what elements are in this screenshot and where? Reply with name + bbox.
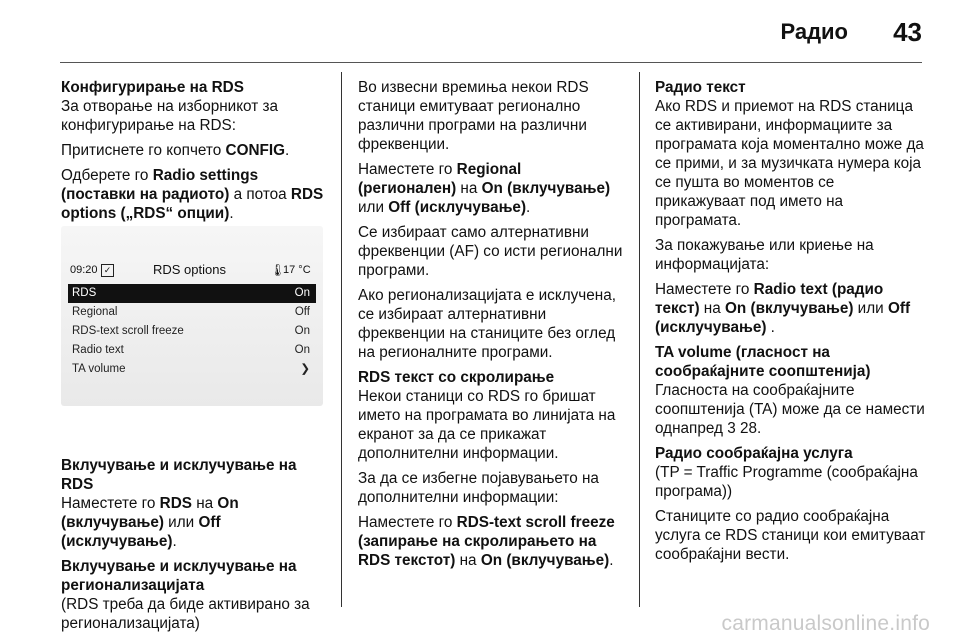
paragraph bbox=[61, 141, 326, 160]
menu-term: On (вклучување) bbox=[61, 495, 239, 531]
paragraph: Се избираат само алтернативни фреквенции (AF) со исти регионални програми. bbox=[358, 224, 623, 279]
paragraph bbox=[61, 166, 326, 223]
option-label: RDS-text scroll freeze bbox=[72, 325, 184, 337]
screen-status-bar bbox=[61, 262, 323, 280]
paragraph bbox=[655, 280, 927, 337]
menu-term: Off (исклучување) bbox=[388, 199, 527, 216]
heading-rds-onoff: Вклучување и исклучување на RDS bbox=[61, 457, 297, 493]
option-radio-text bbox=[68, 341, 316, 360]
temperature-text: 17 °C bbox=[283, 264, 311, 276]
text: . bbox=[229, 205, 234, 222]
option-value: Off bbox=[294, 306, 310, 318]
text: на bbox=[699, 300, 726, 317]
chevron-right-icon: ❯ bbox=[300, 363, 310, 375]
option-label: Regional bbox=[72, 306, 118, 318]
cross-reference-icon: 3 bbox=[727, 420, 736, 437]
paragraph bbox=[358, 160, 623, 217]
paragraph: Станиците со радио сообраќајна услуга се RDS станици кои емитуваат сообраќајни вести. bbox=[655, 508, 926, 563]
menu-term: Radio text (радио текст) bbox=[655, 281, 884, 317]
page-reference[interactable]: 28. bbox=[735, 420, 762, 437]
screen-title: RDS options bbox=[153, 262, 226, 277]
page-number: 43 bbox=[893, 17, 922, 47]
watermark: carmanualsonline.info bbox=[721, 612, 930, 635]
options-list bbox=[68, 284, 316, 379]
config-key-label: CONFIG bbox=[225, 142, 286, 159]
option-label: TA volume bbox=[72, 363, 126, 375]
heading-ta-volume: TA volume (гласност на сообраќајните соопштенија) bbox=[655, 344, 871, 380]
paragraph: Ако регионализацијата е исклучена, се избираат алтернативни фреквенции на станиците без оглед на регионалните програми. bbox=[358, 287, 616, 361]
text: или bbox=[163, 514, 199, 531]
option-value: On bbox=[294, 344, 310, 356]
text: . bbox=[172, 533, 177, 550]
paragraph bbox=[358, 513, 623, 570]
menu-term: RDS options („RDS“ опции) bbox=[61, 186, 324, 222]
option-ta-volume bbox=[68, 360, 316, 379]
text: на bbox=[191, 495, 218, 512]
text: Наместете го bbox=[61, 495, 160, 512]
page-header bbox=[0, 0, 960, 62]
menu-term: RDS-text scroll freeze (запирање на скролирањето на RDS текстот) bbox=[358, 514, 615, 569]
menu-term: Regional (регионален) bbox=[358, 161, 522, 197]
menu-term: Radio settings (поставки на радиото) bbox=[61, 167, 259, 203]
text: . bbox=[609, 552, 614, 569]
paragraph bbox=[655, 381, 927, 438]
column-divider-1 bbox=[341, 72, 342, 607]
text: на bbox=[456, 180, 482, 197]
text: . bbox=[285, 142, 290, 159]
menu-term: On (вклучување) bbox=[480, 552, 610, 569]
paragraph: (RDS треба да биде активирано за регионализацијата) bbox=[61, 596, 310, 632]
menu-term: Off (исклучување) bbox=[655, 300, 911, 336]
paragraph: Ако RDS и приемот на RDS станица се активирани, информациите за програмата која моментално може да се прими, и за музичката нумера која се пушта во моментов се прикажуваат под името на програмата. bbox=[655, 98, 924, 229]
paragraph: За отворање на изборникот за конфигурирање на RDS: bbox=[61, 98, 279, 134]
text: Наместете го bbox=[358, 161, 457, 178]
text: Притиснете го копчето bbox=[61, 142, 226, 159]
column-3 bbox=[655, 78, 927, 570]
option-rds-text-scroll bbox=[68, 322, 316, 341]
option-value: On bbox=[294, 287, 310, 299]
text: Наместете го bbox=[358, 514, 457, 531]
column-divider-2 bbox=[639, 72, 640, 607]
rds-options-screen bbox=[61, 226, 323, 406]
text: . bbox=[526, 199, 531, 216]
text: . bbox=[766, 319, 775, 336]
paragraph: За да се избегне појавувањето на дополнителни информации: bbox=[358, 470, 599, 506]
section-title: Радио bbox=[780, 19, 848, 44]
option-rds bbox=[68, 284, 316, 303]
heading-traffic-service: Радио сообраќајна услуга bbox=[655, 445, 853, 462]
paragraph: Некои станици со RDS го бришат името на програмата во линијата на екранот за да се прикажат дополнителни информации. bbox=[358, 388, 616, 462]
menu-term: On (вклучување) bbox=[725, 300, 854, 317]
paragraph: Во извесни времиња некои RDS станици емитуваат регионално различни програми на различни фреквенции. bbox=[358, 79, 589, 153]
text: Наместете го bbox=[655, 281, 754, 298]
check-icon: ✓ bbox=[101, 264, 114, 277]
column-1 bbox=[61, 78, 326, 229]
heading-rds-config: Конфигурирање на RDS bbox=[61, 79, 244, 96]
column-1-lower bbox=[61, 456, 326, 639]
option-regional bbox=[68, 303, 316, 322]
text: Одберете го bbox=[61, 167, 153, 184]
text: или bbox=[358, 199, 389, 216]
text: или bbox=[853, 300, 888, 317]
menu-term: RDS bbox=[159, 495, 192, 512]
option-label: Radio text bbox=[72, 344, 124, 356]
menu-term: On (вклучување) bbox=[481, 180, 611, 197]
column-2 bbox=[358, 78, 623, 576]
menu-term: Off (исклучување) bbox=[61, 514, 221, 550]
paragraph bbox=[61, 494, 326, 551]
text: на bbox=[455, 552, 481, 569]
option-label: RDS bbox=[72, 287, 97, 299]
header-divider bbox=[60, 62, 922, 63]
thermometer-icon: 🌡 bbox=[270, 263, 286, 277]
heading-rds-text-scroll: RDS текст со скролирање bbox=[358, 369, 555, 386]
option-value: On bbox=[294, 325, 310, 337]
heading-radio-text: Радио текст bbox=[655, 79, 746, 96]
text: Гласноста на сообраќајните соопштенија (TA) може да се намести однапред bbox=[655, 382, 925, 437]
clock-text: 09:20 bbox=[70, 264, 98, 276]
paragraph: За покажување или криење на информацијата: bbox=[655, 237, 874, 273]
paragraph: (TP = Traffic Programme (сообраќајна програма)) bbox=[655, 464, 918, 500]
heading-regional-onoff: Вклучување и исклучување на регионализацијата bbox=[61, 558, 297, 594]
text: а потоа bbox=[229, 186, 291, 203]
